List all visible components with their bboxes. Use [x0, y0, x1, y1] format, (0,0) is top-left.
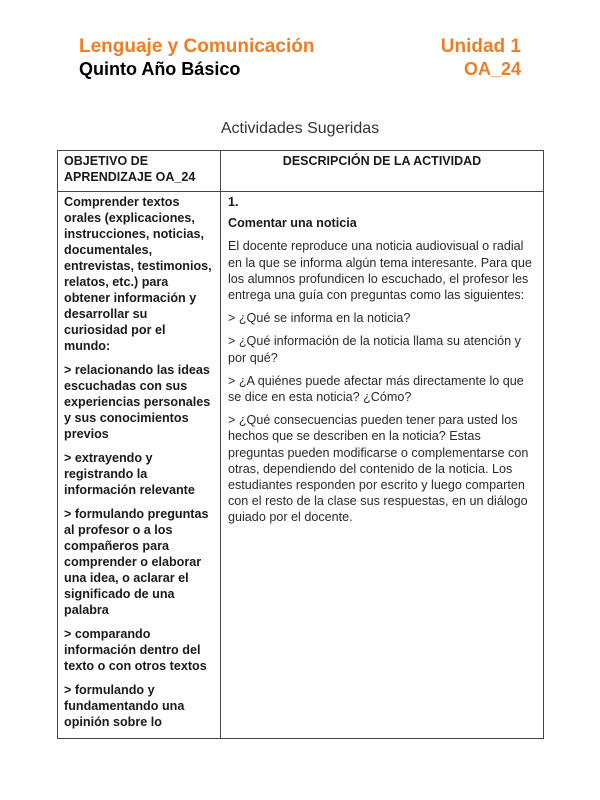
section-title: Actividades Sugeridas — [220, 120, 380, 137]
objective-item: > formulando y fundamentando una opinión sobre lo — [64, 683, 185, 729]
activity-question: > ¿A quiénes puede afectar más directamente lo que se dice en esta noticia? ¿Cómo? — [228, 373, 524, 405]
table-row — [58, 192, 544, 739]
activity-question: > ¿Qué se informa en la noticia? — [228, 311, 411, 326]
objective-item: > comparando información dentro del texto o con otros textos — [64, 627, 207, 673]
page-header — [79, 36, 521, 80]
grade-label: Quinto Año Básico — [79, 59, 241, 79]
objective-item: > formulando preguntas al profesor o a los compañeros para comprender o elaborar una idea, o aclarar el significado de una palabra — [64, 507, 209, 617]
oa-code: OA_24 — [463, 59, 521, 79]
objective-item: > extrayendo y registrando la información relevante — [64, 451, 195, 497]
header-top-row — [79, 36, 521, 58]
activity-question: > ¿Qué consecuencias pueden tener para usted los hechos que se describen en la noticia? Estas preguntas pueden modificarse o complementarse con otras, dependiendo del contenido de la noticia. Los estudiantes responden por escrito y luego comparten con el resto de la clase sus respuestas, en un diálogo guiado por el docente. — [228, 413, 529, 525]
activity-question: > ¿Qué información de la noticia llama su atención y por qué? — [228, 334, 521, 365]
objective-item: > relacionando las ideas escuchadas con sus experiencias personales y sus conocimientos previos — [64, 363, 211, 441]
description-column-header: DESCRIPCIÓN DE LA ACTIVIDAD — [221, 151, 544, 192]
description-cell — [221, 192, 544, 739]
activities-table — [57, 150, 544, 739]
unit-label: Unidad 1 — [440, 36, 521, 57]
objective-cell — [58, 192, 221, 739]
objective-column-header: OBJETIVO DE APRENDIZAJE OA_24 — [58, 151, 221, 192]
table-header-row — [58, 151, 544, 192]
activity-number: 1. — [228, 195, 239, 209]
header-bottom-row — [79, 58, 521, 80]
subject-title: Lenguaje y Comunicación — [79, 36, 315, 57]
activity-title: Comentar una noticia — [228, 216, 357, 231]
objective-item: Comprender textos orales (explicaciones, instrucciones, noticias, documentales, entrevistas, testimonios, relatos, etc.) para obtener información y desarrollar su curiosidad por el mundo: — [64, 195, 212, 353]
activity-intro: El docente reproduce una noticia audiovisual o radial en la que se informa algún tema interesante. Para que los alumnos profundicen lo escuchado, el profesor les entrega una guía con preguntas como las siguientes: — [228, 239, 532, 303]
